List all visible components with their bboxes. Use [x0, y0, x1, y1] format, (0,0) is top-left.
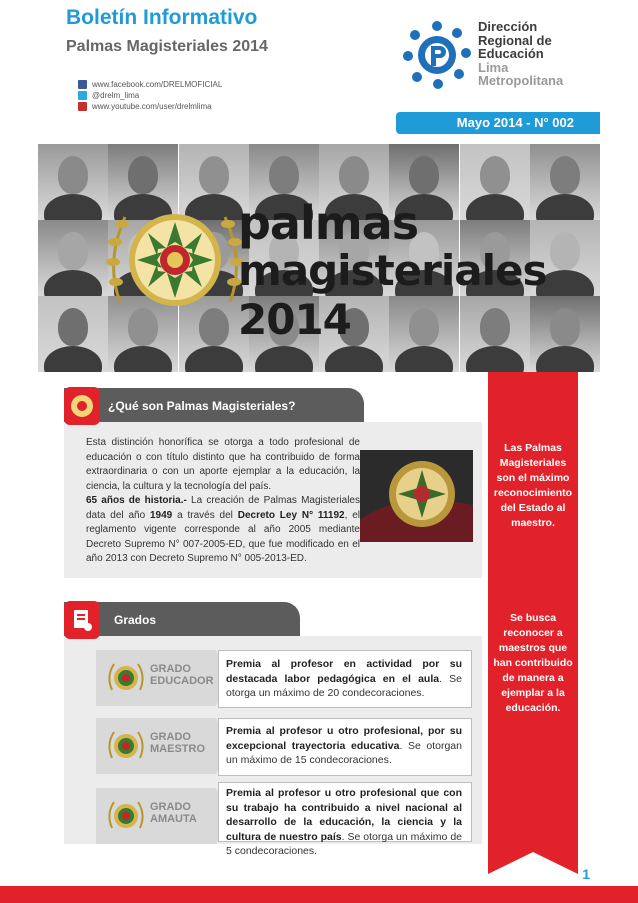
portrait-photo	[460, 144, 530, 220]
youtube-url: www.youtube.com/user/drelmlima	[92, 102, 212, 111]
section-what-is-title: ¿Qué son Palmas Magisteriales?	[108, 399, 296, 413]
portrait-shoulders	[466, 346, 524, 372]
grade-maestro-name	[150, 731, 205, 755]
org-line5: Metropolitana	[478, 73, 564, 88]
portrait-face	[269, 156, 299, 194]
youtube-link[interactable]	[78, 102, 212, 111]
portrait-face	[58, 232, 88, 270]
grade-title: AMAUTA	[150, 813, 197, 825]
youtube-icon	[78, 102, 87, 111]
portrait-face	[339, 156, 369, 194]
medal-icon	[106, 726, 146, 766]
grade-educador-text: . Se otorga un máximo de 20 condecoraciones.	[226, 672, 462, 699]
portrait-shoulders	[114, 346, 172, 372]
sidebar-note-1: Las Palmas Magisteriales son el máximo reconocimiento del Estado al maestro.	[493, 442, 573, 529]
issue-date: Mayo 2014 - N° 002	[456, 115, 574, 130]
grade-amauta-description	[226, 786, 462, 859]
grade-educador-tag	[96, 650, 216, 706]
portrait-face	[480, 156, 510, 194]
emblem-badge-icon	[64, 387, 100, 425]
portrait-photo	[530, 144, 600, 220]
page-number: 1	[582, 866, 590, 882]
history-text-3: , el reglamento vigente corresponde al año 2005 mediante Decreto Supremo N° 007-2005-ED, que fue modificado en el año 2013 con Decreto Supremo N° 005-2013-ED.	[86, 509, 361, 564]
org-line4: Lima	[478, 59, 509, 75]
issue-banner	[396, 112, 600, 134]
portrait-face	[199, 156, 229, 194]
grade-label: GRADO	[150, 663, 191, 675]
org-line2: Regional de	[478, 32, 552, 48]
history-label: 65 años de historia.-	[86, 495, 187, 506]
portrait-shoulders	[536, 346, 594, 372]
medal-icon	[106, 796, 146, 836]
grade-maestro-bold: Premia al profesor u otro profesional, por su excepcional trayectoria educativa	[226, 725, 462, 752]
banner-line2: magisteriales 2014	[238, 246, 547, 344]
sidebar-note-2: Se busca reconocer a maestros que han contribuido de manera a ejemplar a la educación.	[493, 612, 573, 714]
medal-photo	[360, 450, 473, 542]
grade-amauta-tag	[96, 788, 216, 844]
portrait-shoulders	[395, 346, 453, 372]
portrait-shoulders	[185, 346, 243, 372]
grade-maestro-text: . Se otorgan un máximo de 15 condecoraciones.	[226, 739, 462, 766]
history-text-2: a través del	[172, 509, 238, 521]
certificate-icon	[64, 601, 100, 639]
history-year: 1949	[150, 509, 173, 521]
twitter-link[interactable]	[78, 91, 139, 100]
grade-amauta-text: . Se otorga un máximo de 5 condecoraciones.	[226, 830, 463, 857]
portrait-shoulders	[325, 346, 383, 372]
section-what-is-paragraph-1: Esta distinción honorífica se otorga a todo profesional de educación o con título distinto que ha contribuido de forma extraordinaria o con un aporte ejemplar a la educación, la ciencia, la cultura y la tecnología del país.	[86, 437, 360, 492]
facebook-link[interactable]	[78, 80, 222, 89]
grade-label: GRADO	[150, 801, 191, 813]
ribbon-notch	[488, 852, 578, 874]
drelm-logo-icon	[398, 16, 476, 94]
grade-amauta-bold: Premia al profesor u otro profesional que con su trabajo ha contribuido a nivel nacional al desarrollo de la educación, la ciencia y la cultura de nuestro país	[226, 787, 462, 843]
portrait-shoulders	[44, 346, 102, 372]
history-text-1: La creación de Palmas Magisteriales data del año	[86, 495, 360, 521]
portrait-shoulders	[255, 346, 313, 372]
section-what-is-paragraph-2	[86, 494, 360, 567]
portrait-photo	[38, 220, 108, 296]
palmas-emblem-icon	[100, 192, 250, 332]
grade-label: GRADO	[150, 731, 191, 743]
bulletin-subtitle: Palmas Magisteriales 2014	[66, 38, 268, 55]
grade-title: EDUCADOR	[150, 675, 214, 687]
grade-educador-bold: Premia al profesor en actividad por su destacada labor pedagógica en el aula	[226, 658, 462, 685]
portrait-photo	[38, 296, 108, 372]
section-grades-title: Grados	[114, 613, 157, 627]
facebook-url: www.facebook.com/DRELMOFICIAL	[92, 80, 223, 89]
facebook-icon	[78, 80, 87, 89]
org-line1: Dirección	[478, 19, 538, 34]
footer-bar	[0, 886, 638, 903]
history-decree: Decreto Ley N° 11192	[237, 509, 345, 521]
twitter-handle: @drelm_lima	[92, 91, 140, 100]
bulletin-title: Boletín Informativo	[66, 6, 258, 29]
medal-icon	[106, 658, 146, 698]
grade-title: MAESTRO	[150, 743, 205, 755]
portrait-face	[58, 156, 88, 194]
grade-amauta-name	[150, 801, 197, 825]
grade-maestro-tag	[96, 718, 216, 774]
grade-maestro-description	[226, 724, 462, 768]
org-line3: Educación	[478, 46, 544, 61]
portrait-face	[58, 308, 88, 346]
portrait-photo	[38, 144, 108, 220]
portrait-face	[128, 156, 158, 194]
grade-educador-description	[226, 657, 462, 701]
twitter-icon	[78, 91, 87, 100]
org-name	[478, 20, 563, 88]
grade-educador-name	[150, 663, 214, 687]
portrait-face	[550, 156, 580, 194]
banner-line1: palmas	[238, 196, 419, 250]
portrait-face	[409, 156, 439, 194]
